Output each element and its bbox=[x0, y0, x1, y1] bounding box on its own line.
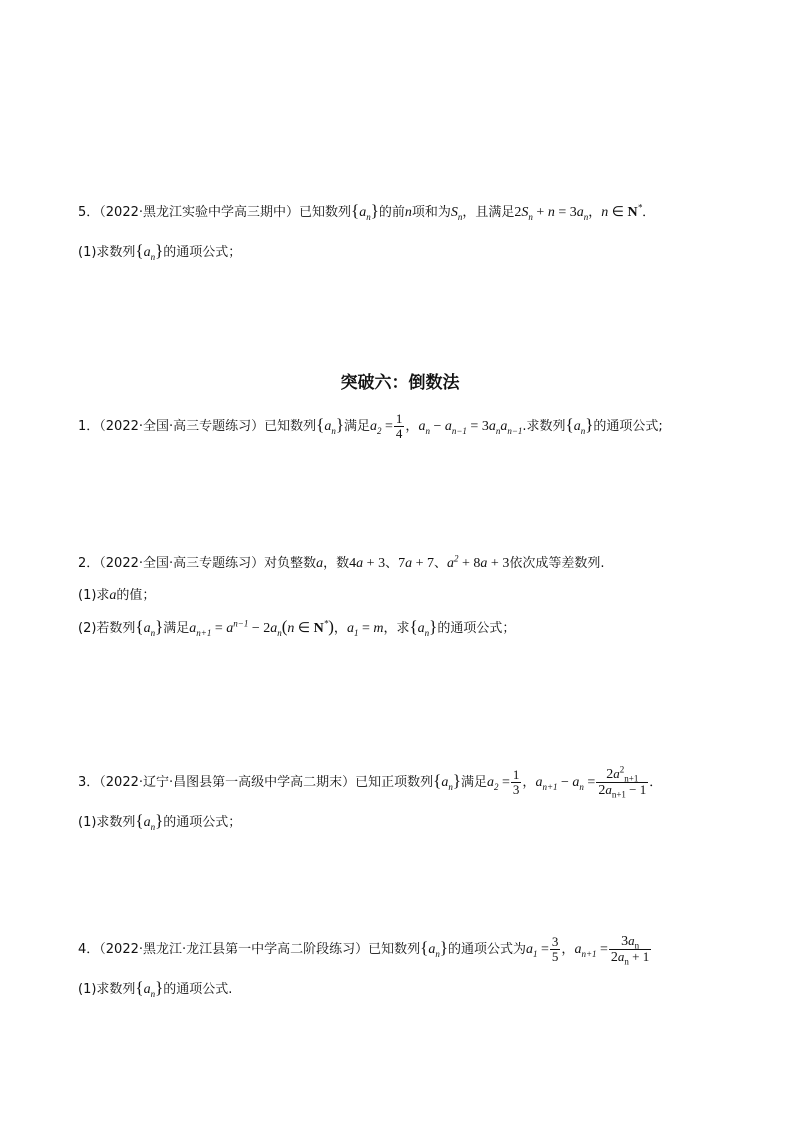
fraction-three-fifths: $\frac{3}{5}$ bbox=[551, 934, 559, 964]
condition-formula: $2S_n + n = 3a_n$ bbox=[514, 205, 589, 222]
fraction-one-third: $\frac{1}{3}$ bbox=[512, 767, 520, 797]
section-title: 突破六：倒数法 bbox=[340, 373, 460, 393]
section-problem-2-question-2: (2)若数列$\{a_n\}$满足$a_{n+1} = a^{n-1} - 2a_n(n$ ∈ N*)，$a_1 = m$，求$\{a_n\}$的通项公式； bbox=[78, 617, 516, 638]
recurrence-formula: $a_{n+1}$ = bbox=[574, 942, 608, 959]
section-problem-2-question-1: (1)求a的值； bbox=[78, 588, 156, 603]
section-problem-4-statement: 4．（2022·黑龙江·龙江县第一中学高二阶段练习）已知数列$\{a_n\}$的通项公式为$a_1$ = $\frac{3}{5}$ ，$a_{n+1}$ = $\frac{3a_n}{2a_n + 1}$ bbox=[78, 933, 650, 967]
recurrence-fraction: $\frac{3a_n}{2a_n + 1}$ bbox=[610, 933, 650, 967]
fraction-one-quarter: $\frac{1}{4}$ bbox=[395, 411, 403, 441]
recurrence-fraction: $\frac{2a^2_{n+1}}{2a_{n+1} - 1}$ bbox=[598, 764, 647, 800]
recurrence-formula: $a_{n+1} - a_n$ = bbox=[535, 775, 596, 792]
problem-5-question-1: (1)求数列$\{a_n\}$的通项公式； bbox=[78, 241, 242, 262]
recurrence-formula: $a_n - a_{n-1} = 3a_na_{n-1}$ bbox=[418, 419, 523, 436]
section-problem-4-question-1: (1)求数列$\{a_n\}$的通项公式. bbox=[78, 978, 233, 999]
recurrence-formula: $a_{n+1} = a^{n-1} - 2a_n(n$ ∈ N*) bbox=[189, 617, 334, 638]
problem-source: （2022·黑龙江实验中学高三期中） bbox=[99, 205, 299, 220]
sequence-an: $\{a_n\}$ bbox=[351, 201, 379, 222]
problem-5-statement: 5．（2022·黑龙江实验中学高三期中）已知数列$\{a_n\}$的前n项和为$S_n$，且满足$2S_n + n = 3a_n$，n ∈ N*． bbox=[78, 201, 656, 222]
section-problem-1-statement: 1．（2022·全国·高三专题练习）已知数列$\{a_n\}$满足$a_2$ = $\frac{1}{4}$ ，$a_n - a_{n-1} = 3a_na_{n-1}$.求数列$\{a_n\}$的通项公式; bbox=[78, 411, 663, 441]
section-problem-3-statement: 3．（2022·辽宁·昌图县第一高级中学高二期末）已知正项数列$\{a_n\}$满足$a_2$ = $\frac{1}{3}$ ，$a_{n+1} - a_n$ = $\frac{2a^2_{n+1}}{2a_{n+1} - 1}$ ． bbox=[78, 764, 663, 800]
section-problem-3-question-1: (1)求数列$\{a_n\}$的通项公式； bbox=[78, 811, 242, 832]
problem-number: 5． bbox=[78, 205, 100, 220]
section-problem-2-statement: 2．（2022·全国·高三专题练习）对负整数a，数4a + 3、7a + 7、$a^2 + 8a + 3$依次成等差数列. bbox=[78, 553, 605, 571]
